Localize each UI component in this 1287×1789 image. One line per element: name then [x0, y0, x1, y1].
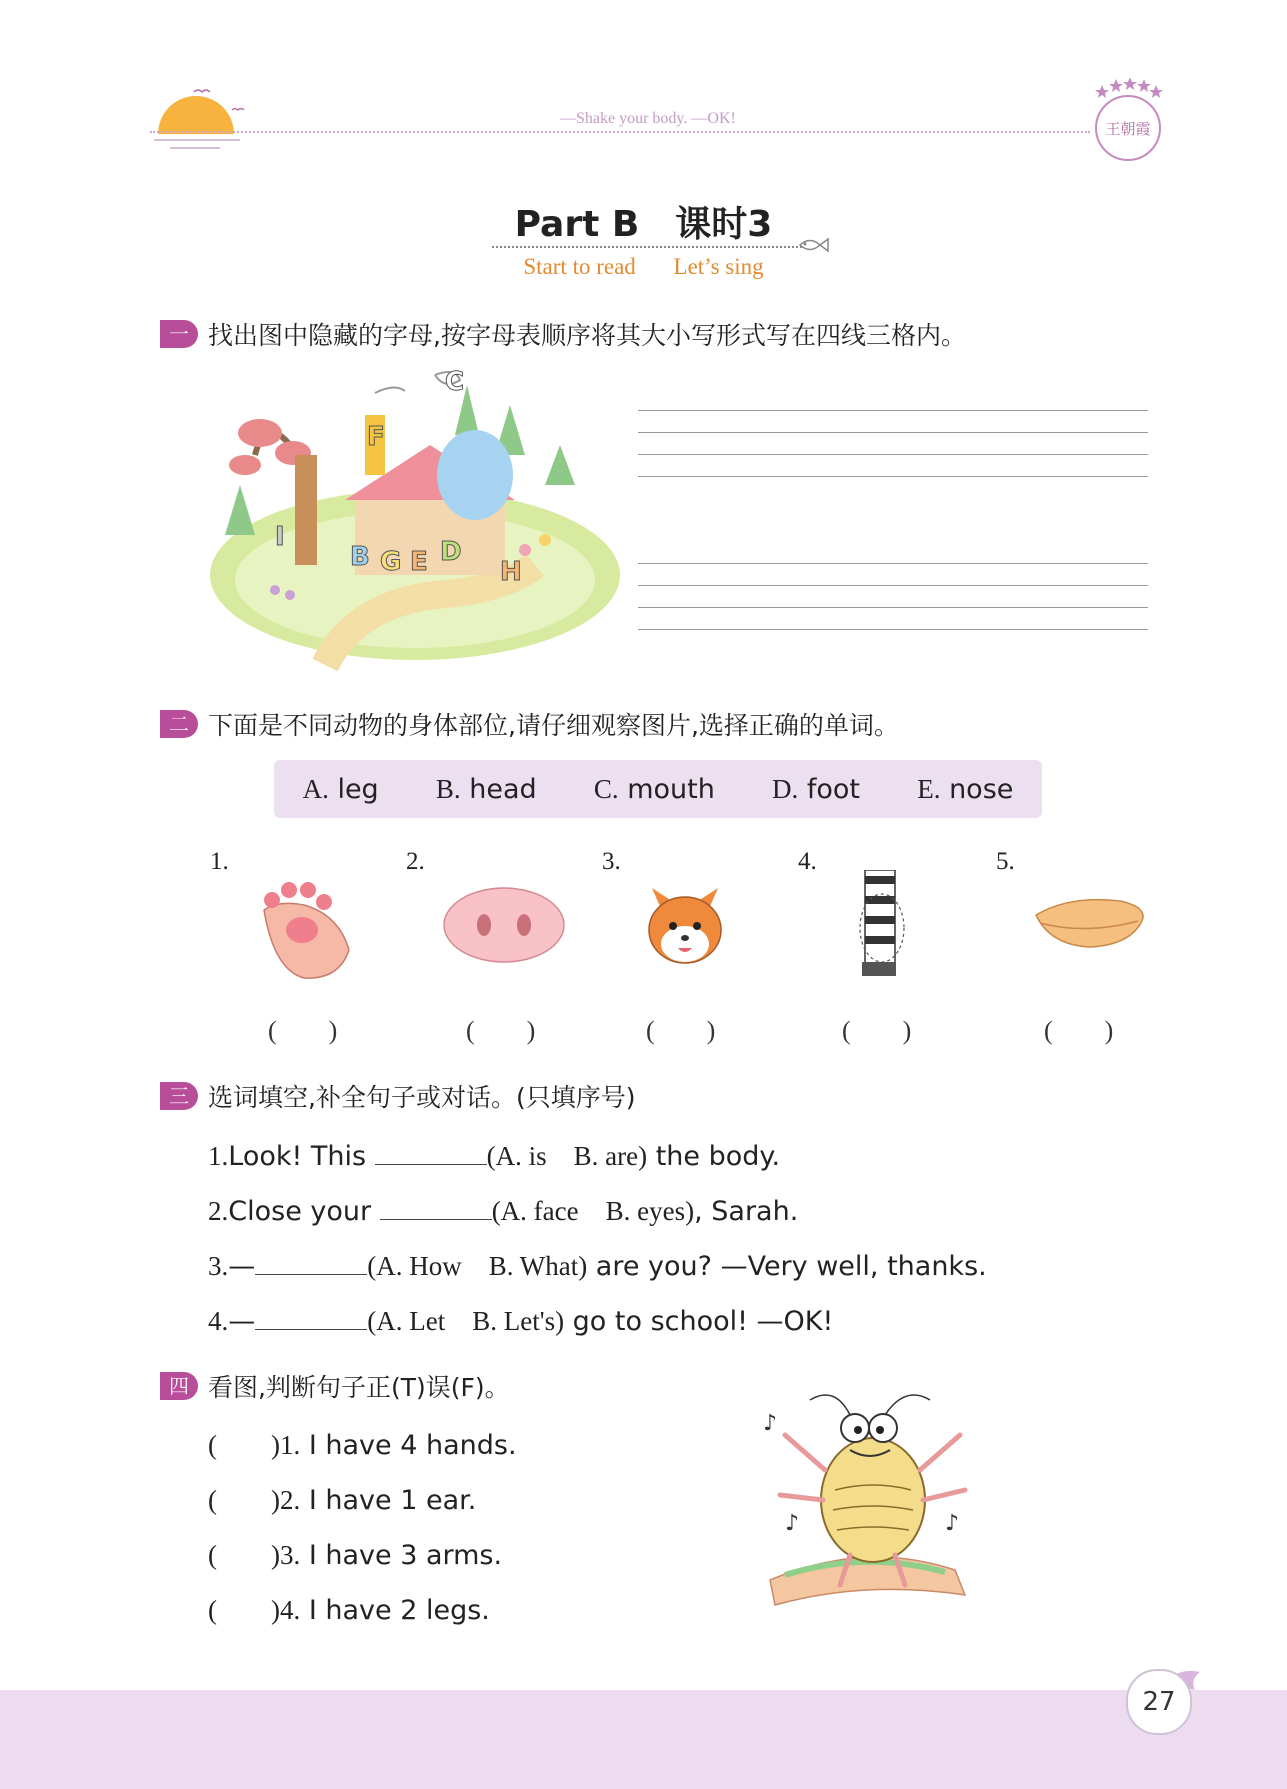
judge-item-2: ( )2. I have 1 ear. — [208, 1485, 477, 1516]
page-number: 27 — [1126, 1669, 1192, 1735]
judge-blank[interactable]: ( ) — [208, 1540, 280, 1570]
bug-character-illustration — [755, 1380, 985, 1610]
judge-item-4: ( )4. I have 2 legs. — [208, 1595, 490, 1626]
answer-blank[interactable]: ( ) — [268, 1016, 338, 1045]
squirrel-head-picture — [640, 878, 730, 973]
judge-blank[interactable]: ( ) — [208, 1595, 280, 1625]
fill-sentence-3: 3.— (A. How B. What) are you? —Very well, thanks. — [208, 1251, 987, 1282]
svg-text:♪: ♪ — [785, 1511, 800, 1536]
fish-icon — [796, 234, 830, 256]
judge-item-1: ( )1. I have 4 hands. — [208, 1430, 517, 1461]
fill-blank[interactable] — [380, 1195, 492, 1220]
fill-blank[interactable] — [255, 1250, 367, 1275]
writing-grid-1 — [638, 410, 1148, 480]
option-b: B. head — [435, 773, 537, 805]
duck-mouth-picture — [1030, 895, 1150, 955]
subtitle-start-to-read: Start to read — [523, 254, 636, 279]
option-e: E. nose — [917, 773, 1014, 805]
sun-logo — [150, 86, 250, 156]
item-number: 5. — [996, 848, 1015, 875]
paw-picture — [244, 870, 359, 982]
section1-instruction: 找出图中隐藏的字母,按字母表顺序将其大小写形式写在四线三格内。 — [208, 321, 966, 350]
page-subtitle — [0, 254, 1287, 280]
svg-text:H: H — [500, 557, 522, 587]
fill-sentence-2: 2.Close your (A. face B. eyes), Sarah. — [208, 1196, 799, 1227]
house-scene-illustration — [205, 365, 625, 675]
svg-text:D: D — [440, 537, 462, 567]
item-number: 1. — [210, 848, 229, 875]
word-options-bar — [274, 760, 1042, 818]
answer-blank[interactable]: ( ) — [466, 1016, 536, 1045]
option-a: A. leg — [302, 773, 379, 805]
publisher-logo — [1088, 78, 1168, 168]
pig-nose-picture — [442, 885, 567, 965]
section1-heading — [160, 316, 966, 352]
judge-blank[interactable]: ( ) — [208, 1430, 280, 1460]
section3-instruction: 选词填空,补全句子或对话。(只填序号) — [208, 1083, 636, 1112]
option-d: D. foot — [772, 773, 861, 805]
svg-text:♪: ♪ — [763, 1411, 778, 1436]
item-number: 3. — [602, 848, 621, 875]
answer-blank[interactable]: ( ) — [1044, 1016, 1114, 1045]
section4-instruction: 看图,判断句子正(T)误(F)。 — [208, 1373, 510, 1402]
item-number: 2. — [406, 848, 425, 875]
section2-heading — [160, 706, 899, 742]
svg-text:G: G — [380, 547, 402, 577]
item-number: 4. — [798, 848, 817, 875]
judge-item-3: ( )3. I have 3 arms. — [208, 1540, 503, 1571]
svg-text:C: C — [445, 367, 465, 397]
title-underline — [492, 246, 802, 248]
header-motto: —Shake your body. —OK! — [560, 110, 736, 127]
subtitle-lets-sing: Let’s sing — [673, 254, 764, 279]
svg-text:B: B — [350, 542, 370, 572]
answer-blank[interactable]: ( ) — [646, 1016, 716, 1045]
judge-blank[interactable]: ( ) — [208, 1485, 280, 1515]
svg-text:E: E — [410, 547, 428, 577]
section4-badge: 四 — [160, 1372, 198, 1400]
section1-badge: 一 — [160, 320, 198, 348]
svg-text:F: F — [367, 422, 385, 452]
fill-sentence-1: 1.Look! This (A. is B. are) the body. — [208, 1141, 781, 1172]
answer-blank[interactable]: ( ) — [842, 1016, 912, 1045]
writing-grid-2 — [638, 563, 1148, 633]
fill-sentence-4: 4.— (A. Let B. Let's) go to school! —OK! — [208, 1306, 834, 1337]
fill-blank[interactable] — [255, 1305, 367, 1330]
page-title: Part B 课时3 — [514, 204, 773, 245]
svg-text:♪: ♪ — [945, 1511, 960, 1536]
footer-band — [0, 1690, 1287, 1789]
section3-badge: 三 — [160, 1082, 198, 1110]
fill-blank[interactable] — [375, 1140, 487, 1165]
section3-heading — [160, 1078, 635, 1114]
section2-badge: 二 — [160, 710, 198, 738]
option-c: C. mouth — [593, 773, 715, 805]
section2-instruction: 下面是不同动物的身体部位,请仔细观察图片,选择正确的单词。 — [208, 711, 899, 740]
section4-heading — [160, 1368, 510, 1404]
header-dotted-line — [150, 131, 1090, 133]
svg-text:王朝霞: 王朝霞 — [1105, 120, 1151, 138]
zebra-leg-picture — [850, 870, 915, 980]
svg-text:I: I — [275, 522, 285, 552]
